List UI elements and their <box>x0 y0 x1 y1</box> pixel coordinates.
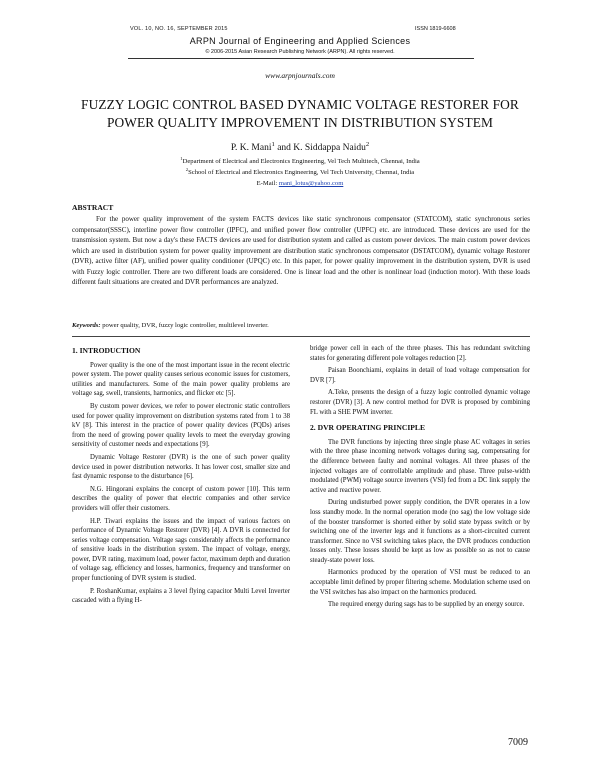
body-paragraph: P. RoshanKumar, explains a 3 level flying capacitor Multi Level Inverter cascaded with a flying H- <box>72 587 290 605</box>
volume-info: VOL. 10, NO. 16, SEPTEMBER 2015 <box>130 26 228 32</box>
author-separator: and <box>274 143 294 153</box>
paper-title: FUZZY LOGIC CONTROL BASED DYNAMIC VOLTAGE RESTORER FOR POWER QUALITY IMPROVEMENT IN DISTRIBUTION SYSTEM <box>81 97 519 130</box>
keywords-line <box>72 322 530 329</box>
body-paragraph: H.P. Tiwari explains the issues and the impact of various factors on performance of Dynamic Voltage Restorer (DVR) [4]. A DVR is connected for series voltage compensation. Voltage sags considerably affects the performance of sensitive loads in the distribution system. The impact of voltage, energy, power, DVR rating, maximum load, power factor, maximum depth and duration of voltage sag, efficiency and losses, harmonics, frequency and transformer on proper functioning of DVR system is studied. <box>72 517 290 583</box>
page-number: 7009 <box>508 737 528 748</box>
author-name: K. Siddappa Naidu <box>293 143 366 153</box>
section-heading: 1. INTRODUCTION <box>72 346 141 355</box>
email-line <box>0 180 600 187</box>
abstract-heading: ABSTRACT <box>72 203 114 212</box>
author-name: P. K. Mani <box>230 143 272 153</box>
body-paragraph: A.Teke, presents the design of a fuzzy logic controlled dynamic voltage restorer (DVR) [3]. A new control method for DVR is proposed by combining FL with a SHE PWM inverter. <box>310 389 530 416</box>
email-link[interactable]: mani_lotus@yahoo.com <box>278 180 344 187</box>
affiliation-mark: 1 <box>180 155 183 161</box>
body-paragraph: The DVR functions by injecting three single phase AC voltages in series with the three phase incoming network voltages during sag, compensating for the difference between faulty and nominal voltages. All three phases of the injected voltages are of controllable amplitude and phase. Three pulse-width modulated (PWM) voltage source inverters (VSI) fed from a DC link supply the active and reactive power. <box>310 438 530 494</box>
journal-url: www.arpnjournals.com <box>265 71 335 80</box>
copyright-notice: © 2006-2015 Asian Research Publishing Network (ARPN). All rights reserved. <box>205 49 395 55</box>
body-paragraph: During undisturbed power supply condition, the DVR operates in a low loss standby mode. In the normal operation mode (no sag) the low voltage side of the booster transformer is shorted either by solid state bypass switch or by switching one of the inverter legs and it functions as a short-circuited current transformer. Since no VSI switching takes place, the DVR produces conduction losses only. These losses should be kept as low as possible so as not to cause steady-state power loss. <box>310 499 530 564</box>
author-line <box>0 140 600 153</box>
affiliation-text: Department of Electrical and Electronics Engineering, Vel Tech Multitech, Chennai, India <box>182 158 420 165</box>
keywords-label: Keywords: <box>72 322 101 329</box>
body-paragraph: bridge power cell in each of the three phases. This has redundant switching states for generating different pole voltages reduction [2]. <box>310 345 530 362</box>
affiliation-mark: 2 <box>185 166 189 172</box>
body-paragraph: Power quality is the one of the most important issue in the recent electric power system. The power quality causes serious economic issues for customers, utilities and manufacturers. Some of the main power quality problems are voltage sag, swell, transients, harmonics, and flicker etc [5]. <box>72 361 290 398</box>
body-paragraph: Harmonics produced by the operation of VSI must be reduced to an acceptable limit defined by proper filtering scheme. Modulation scheme used on the VSI switches has also impact on the harmonics produced. <box>310 569 530 596</box>
section-divider <box>72 336 530 337</box>
issn: ISSN 1819-6608 <box>415 26 456 32</box>
affiliation <box>0 155 600 165</box>
affiliation-text: School of Electrical and Electronics Engineering, Vel Tech University, Chennai, India <box>188 169 415 176</box>
affiliation <box>0 166 600 176</box>
keywords-text: power quality, DVR, fuzzy logic controller, multilevel inverter. <box>100 322 269 329</box>
body-paragraph: Paisan Boonchiami, explains in detail of load voltage compensation for DVR [7]. <box>310 367 530 384</box>
email-label: E-Mail: <box>256 180 279 187</box>
body-paragraph: N.G. Hingorani explains the concept of custom power [10]. This term describes the quality of power that electric companies and other service providers will offer their customers. <box>72 485 290 512</box>
author-affiliation-mark: 2 <box>365 140 370 148</box>
right-column <box>310 344 530 613</box>
section-heading: 2. DVR OPERATING PRINCIPLE <box>310 423 426 433</box>
body-paragraph: Dynamic Voltage Restorer (DVR) is the one of such power quality device used in power distribution networks. It has lower cost, smaller size and fast dynamic response to the disturbance [6]. <box>72 453 290 481</box>
abstract-text: For the power quality improvement of the system FACTS devices like static synchronous compensator (STATCOM), static synchronous series compensator(SSSC), interline power flow controller (IPFC), and unified power flow controller (UPFC) etc. are introduced. These devices are used for the transmission system. But now a day's these FACTS devices are used for distribution system and called as custom power devices. The main custom power devices which are used in distribution system for power quality improvement are distribution static synchronous compensator (DSTATCOM), dynamic voltage Restorer (DVR), active filter (AF), unified power quality conditioner (UPQC) etc. In this paper, for power quality improvement in the distribution system, DVR is used with Fuzzy logic controller. There are two different loads are considered. One is linear load and the other is nonlinear load (induction motor). With these loads different fault situations are created and DVR performances are analyzed. <box>72 215 530 286</box>
header-divider <box>128 58 474 59</box>
body-paragraph: The required energy during sags has to be supplied by an energy source. <box>328 601 525 609</box>
journal-name: ARPN Journal of Engineering and Applied Sciences <box>189 36 411 46</box>
author-affiliation-mark: 1 <box>271 140 275 148</box>
body-paragraph: By custom power devices, we refer to power electronic static controllers used for power quality improvement on distribution systems rated from 1 to 38 kV [8]. This interest in the practice of power quality devices (PQDs) arises from the need of growing power quality levels to meet the everyday growing sensitivity of customer needs and expectations [9]. <box>72 402 290 449</box>
left-column <box>72 344 290 609</box>
